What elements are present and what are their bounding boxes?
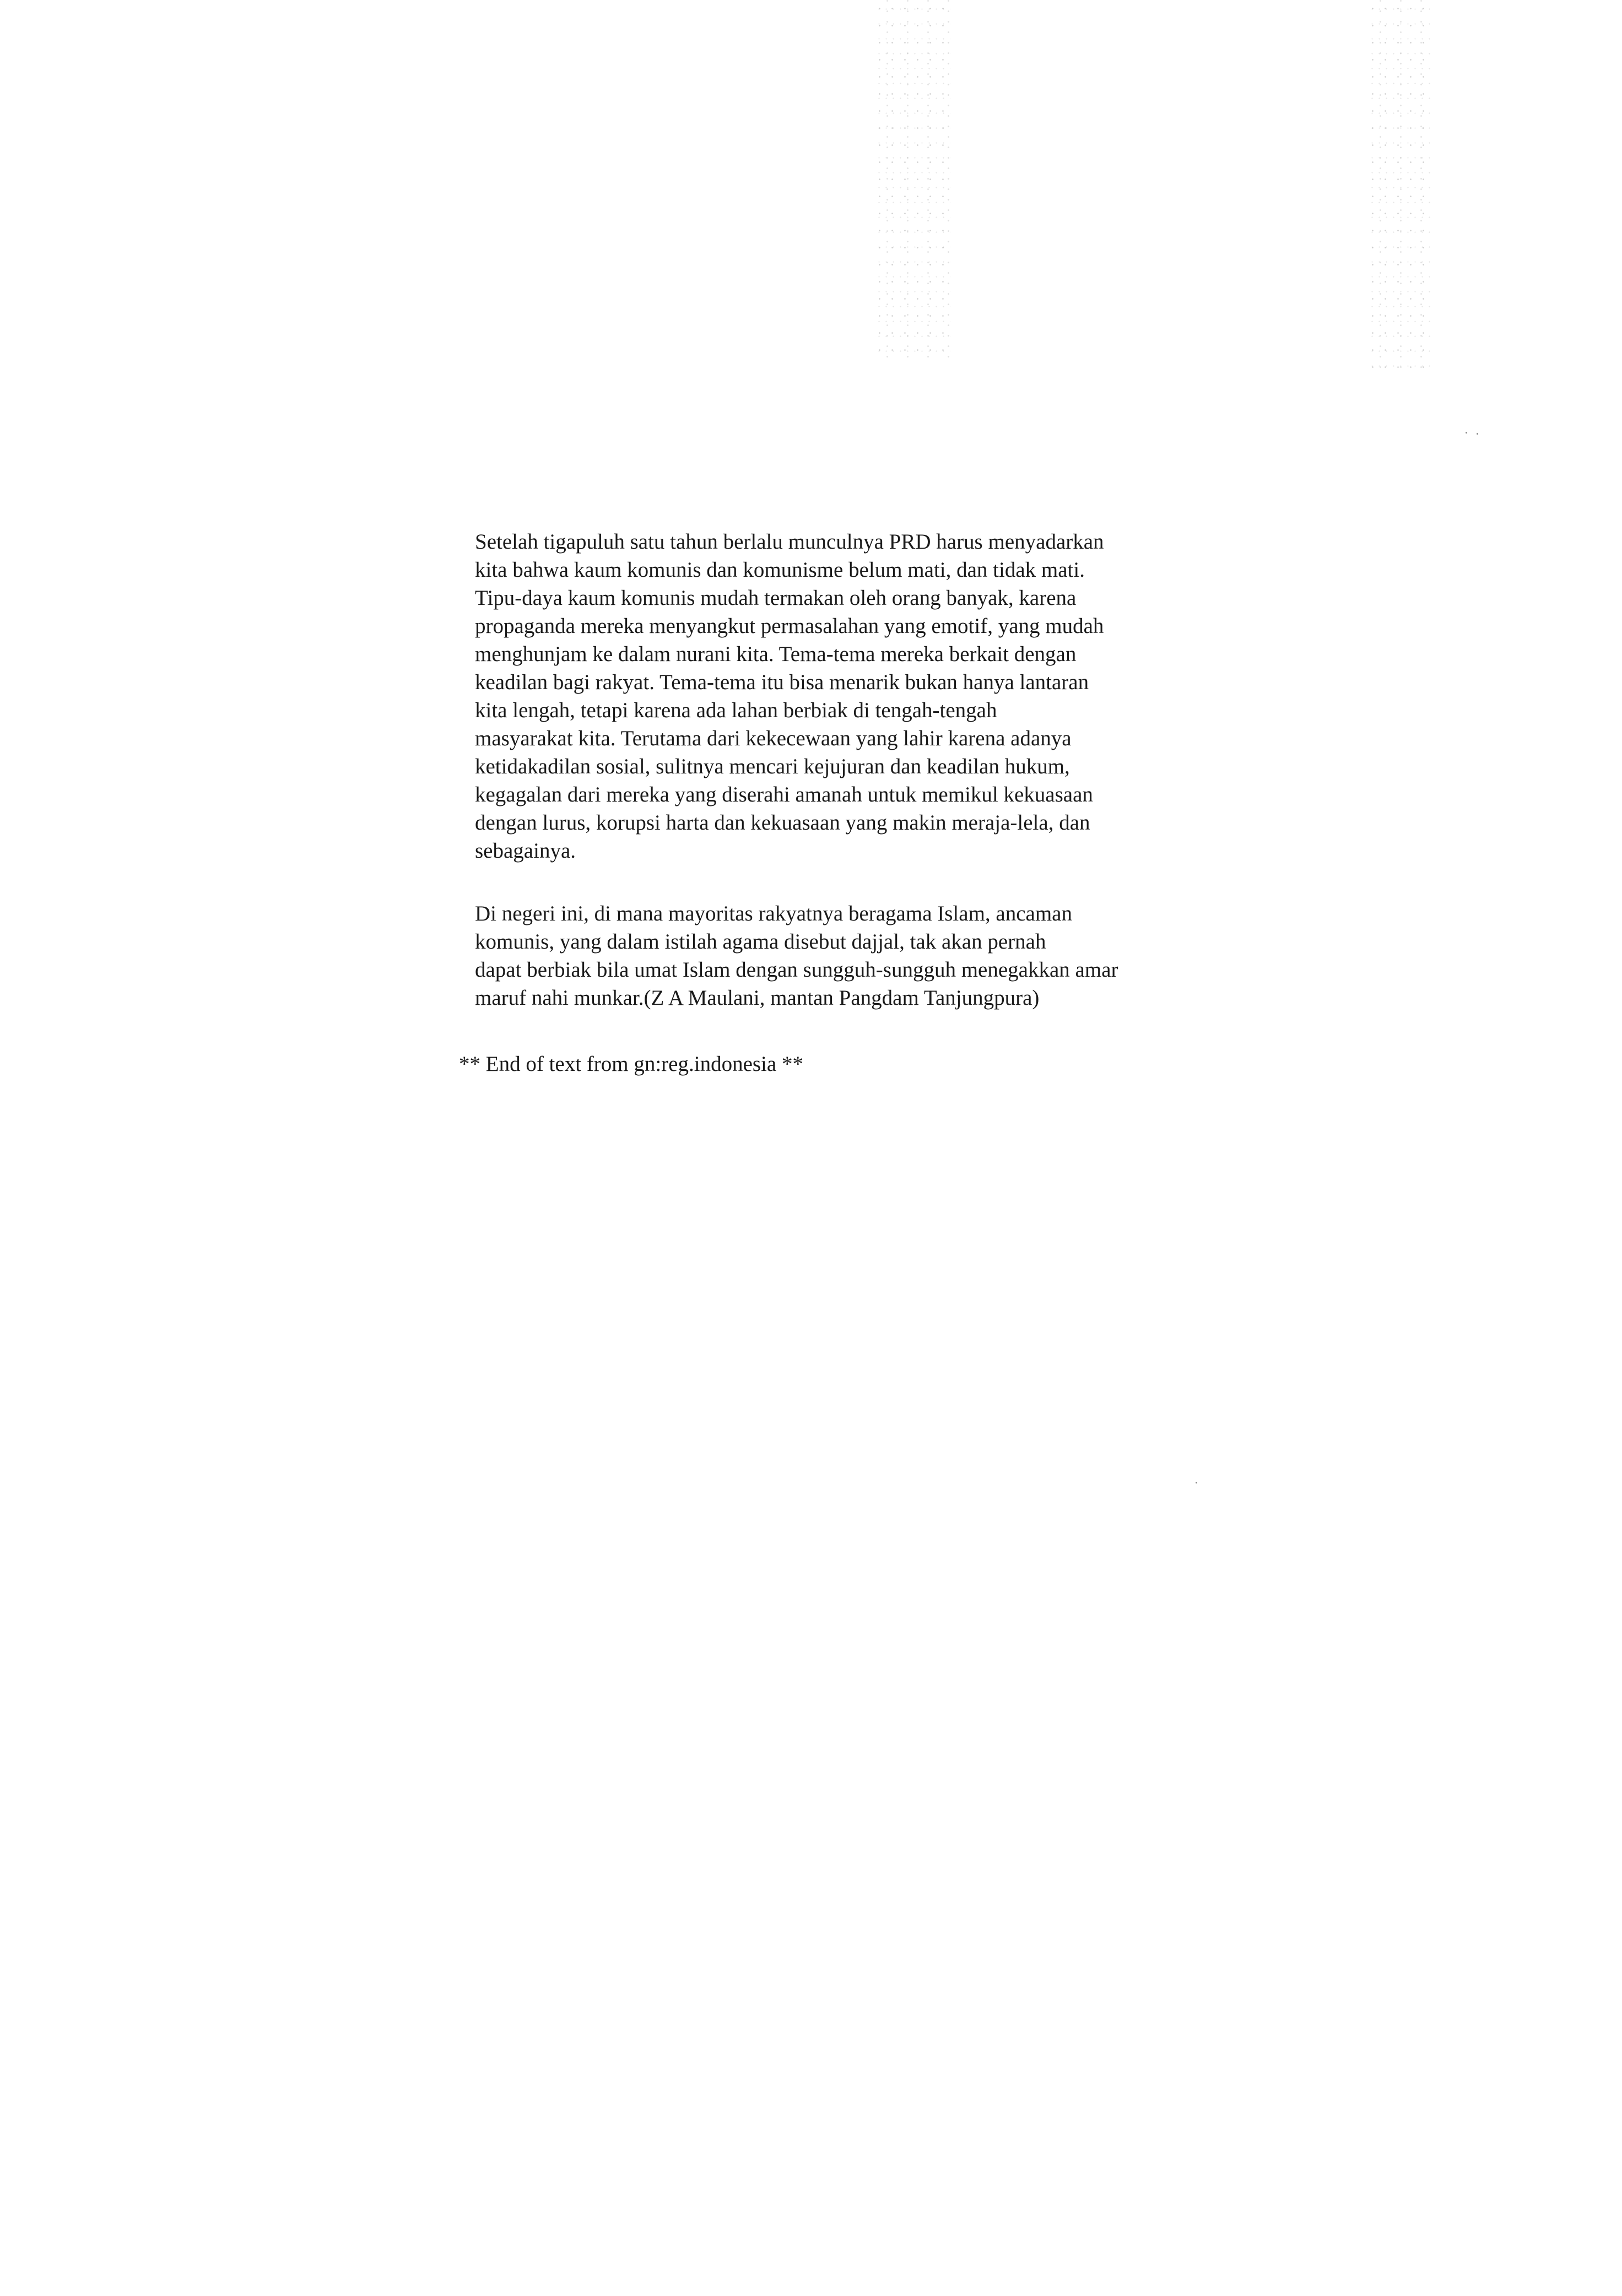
body-text: [475, 528, 1202, 1012]
text-line: ketidakadilan sosial, sulitnya mencari kejujuran dan keadilan hukum,: [475, 755, 1070, 778]
text-line: masyarakat kita. Terutama dari kekecewaan yang lahir karena adanya: [475, 727, 1072, 750]
text-line: Setelah tigapuluh satu tahun berlalu munculnya PRD harus menyadarkan: [475, 530, 1104, 554]
paragraph-2: [475, 900, 1202, 1012]
paragraph-spacer: [475, 865, 1202, 900]
text-line: menghunjam ke dalam nurani kita. Tema-tema mereka berkait dengan: [475, 642, 1077, 666]
scan-dot: [1466, 432, 1467, 434]
text-line: Di negeri ini, di mana mayoritas rakyatnya beragama Islam, ancaman: [475, 902, 1072, 925]
text-line: propaganda mereka menyangkut permasalahan yang emotif, yang mudah: [475, 614, 1104, 638]
text-line: kegagalan dari mereka yang diserahi amanah untuk memikul kekuasaan: [475, 783, 1093, 806]
text-line: dapat berbiak bila umat Islam dengan sungguh-sungguh menegakkan amar: [475, 958, 1118, 982]
paragraph-1: [475, 528, 1202, 865]
scan-noise-right: [1366, 0, 1432, 369]
scan-dot: [1477, 433, 1478, 435]
text-line: maruf nahi munkar.(Z A Maulani, mantan Pangdam Tanjungpura): [475, 986, 1040, 1010]
text-line: Tipu-daya kaum komunis mudah termakan oleh orang banyak, karena: [475, 586, 1077, 610]
text-line: sebagainya.: [475, 839, 576, 863]
end-of-text-marker: ** End of text from gn:reg.indonesia **: [459, 1052, 803, 1076]
text-line: komunis, yang dalam istilah agama disebut dajjal, tak akan pernah: [475, 930, 1046, 954]
text-line: dengan lurus, korupsi harta dan kekuasaan yang makin meraja-lela, dan: [475, 811, 1090, 835]
text-line: keadilan bagi rakyat. Tema-tema itu bisa menarik bukan hanya lantaran: [475, 670, 1089, 694]
text-line: kita lengah, tetapi karena ada lahan berbiak di tengah-tengah: [475, 698, 997, 722]
scan-noise-left: [873, 0, 950, 364]
scan-dot: [1196, 1482, 1197, 1483]
text-line: kita bahwa kaum komunis dan komunisme belum mati, dan tidak mati.: [475, 558, 1085, 582]
